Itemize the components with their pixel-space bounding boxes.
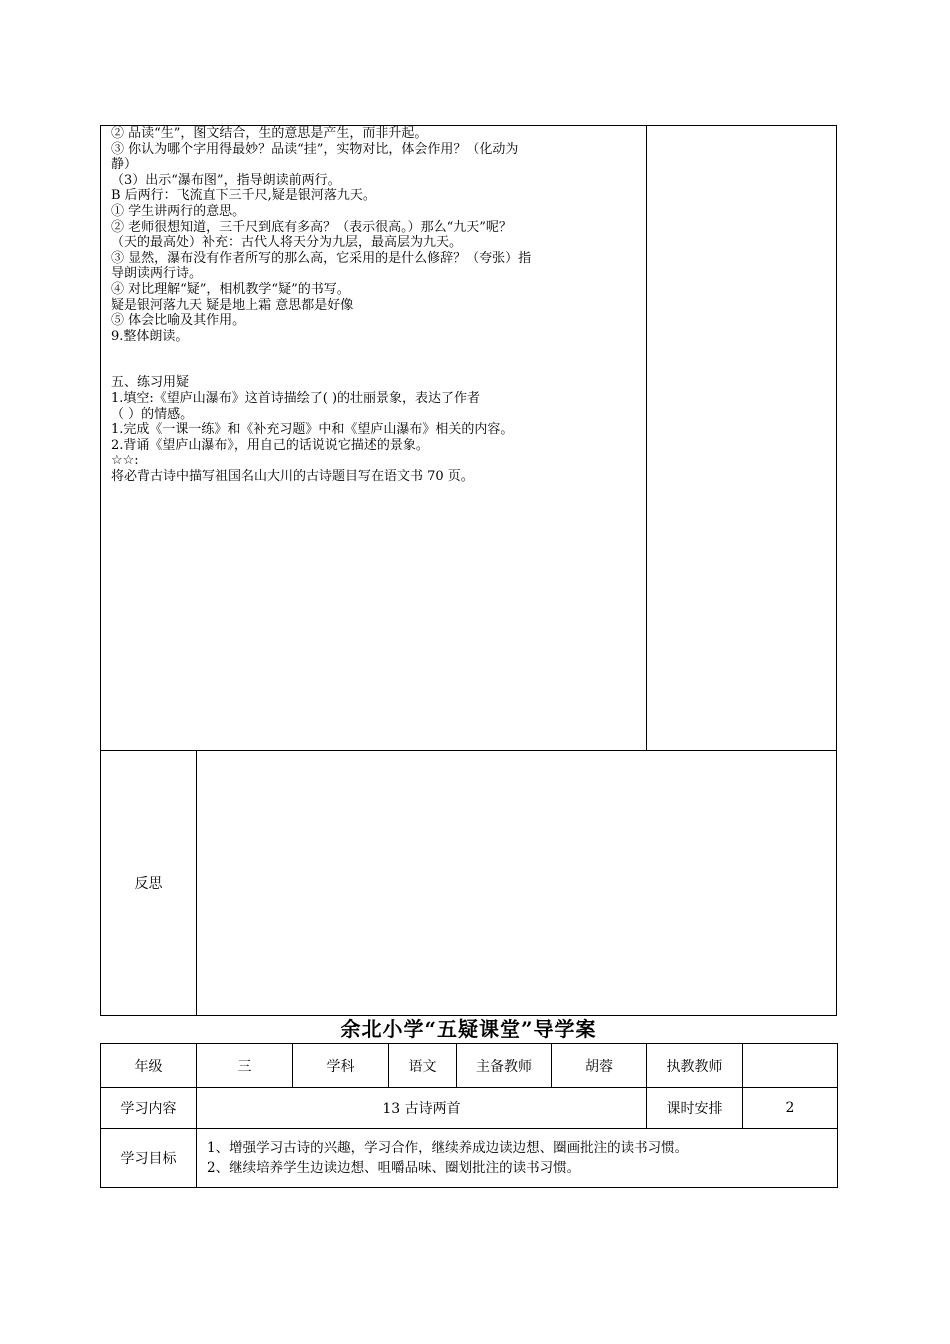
lead-teacher-value: 胡蓉 [552,1044,647,1088]
lesson-line: ③ 你认为哪个字用得最妙？品读“挂”，实物对比，体会作用？（化动为 [111,141,519,157]
lesson-line: 9.整体朗读。 [111,328,189,344]
notes-cell [647,126,836,751]
lesson-info-table [100,1043,838,1188]
practice-line: （ ）的情感。 [111,406,194,422]
exec-teacher-value [743,1044,838,1088]
practice-line: 1.填空:《望庐山瀑布》这首诗描绘了( )的壮丽景象，表达了作者 [111,390,481,406]
lesson-line: ① 学生讲两行的意思。 [111,203,246,219]
grade-value: 三 [197,1044,293,1088]
lesson-line: ④ 对比理解“疑”，相机教学“疑”的书写。 [111,281,350,297]
reflection-label: 反思 [101,751,197,1015]
practice-line: 1.完成《一课一练》和《补充习题》中和《望庐山瀑布》相关的内容。 [111,422,514,438]
schedule-value: 2 [743,1088,838,1128]
spacer [111,344,638,375]
practice-line: ☆☆: [111,453,139,469]
lesson-table [100,125,837,1016]
practice-heading: 五、练习用疑 [111,375,190,391]
lesson-line: B 后两行：飞流直下三千尺,疑是银河落九天。 [111,188,376,204]
lesson-line: （天的最高处）补充：古代人将天分为九层，最高层为九天。 [111,235,463,251]
reflection-body [197,751,836,1015]
goals-cell [197,1128,838,1187]
content-value: 13 古诗两首 [197,1088,647,1128]
lesson-line: ③ 显然，瀑布没有作者所写的那么高，它采用的是什么修辞？（夸张）指 [111,250,532,266]
lesson-line: ② 品读“生”，图文结合，生的意思是产生，而非升起。 [111,126,428,141]
goal-item: 1、增强学习古诗的兴趣，学习合作，继续养成边读边想、圈画批注的读书习惯。 [207,1139,689,1156]
lesson-line: （3）出示“瀑布图”，指导朗读前两行。 [111,172,341,188]
lesson-line: ② 老师很想知道，三千尺到底有多高？（表示很高。）那么“九天”呢？ [111,219,512,235]
goals-label: 学习目标 [101,1128,197,1187]
exec-teacher-label: 执教教师 [647,1044,743,1088]
lesson-line: ⑤ 体会比喻及其作用。 [111,313,246,329]
lesson-line: 静） [111,157,138,173]
lesson-procedure-cell [101,126,647,751]
practice-line: 2.背诵《望庐山瀑布》，用自己的话说说它描述的景象。 [111,437,429,453]
goal-item: 2、继续培养学生边读边想、咀嚼品味、圈划批注的读书习惯。 [207,1159,581,1176]
practice-line: 将必背古诗中描写祖国名山大川的古诗题目写在语文书 70 页。 [111,468,474,484]
lesson-line: 疑是银河落九天 疑是地上霜 意思都是好像 [111,297,354,313]
lead-teacher-label: 主备教师 [457,1044,552,1088]
content-label: 学习内容 [101,1088,197,1128]
schedule-label: 课时安排 [647,1088,743,1128]
page-title: 余北小学“五疑课堂”导学案 [340,1017,597,1041]
lesson-line: 导朗读两行诗。 [111,266,203,282]
grade-label: 年级 [101,1044,197,1088]
subject-label: 学科 [293,1044,389,1088]
subject-value: 语文 [389,1044,457,1088]
